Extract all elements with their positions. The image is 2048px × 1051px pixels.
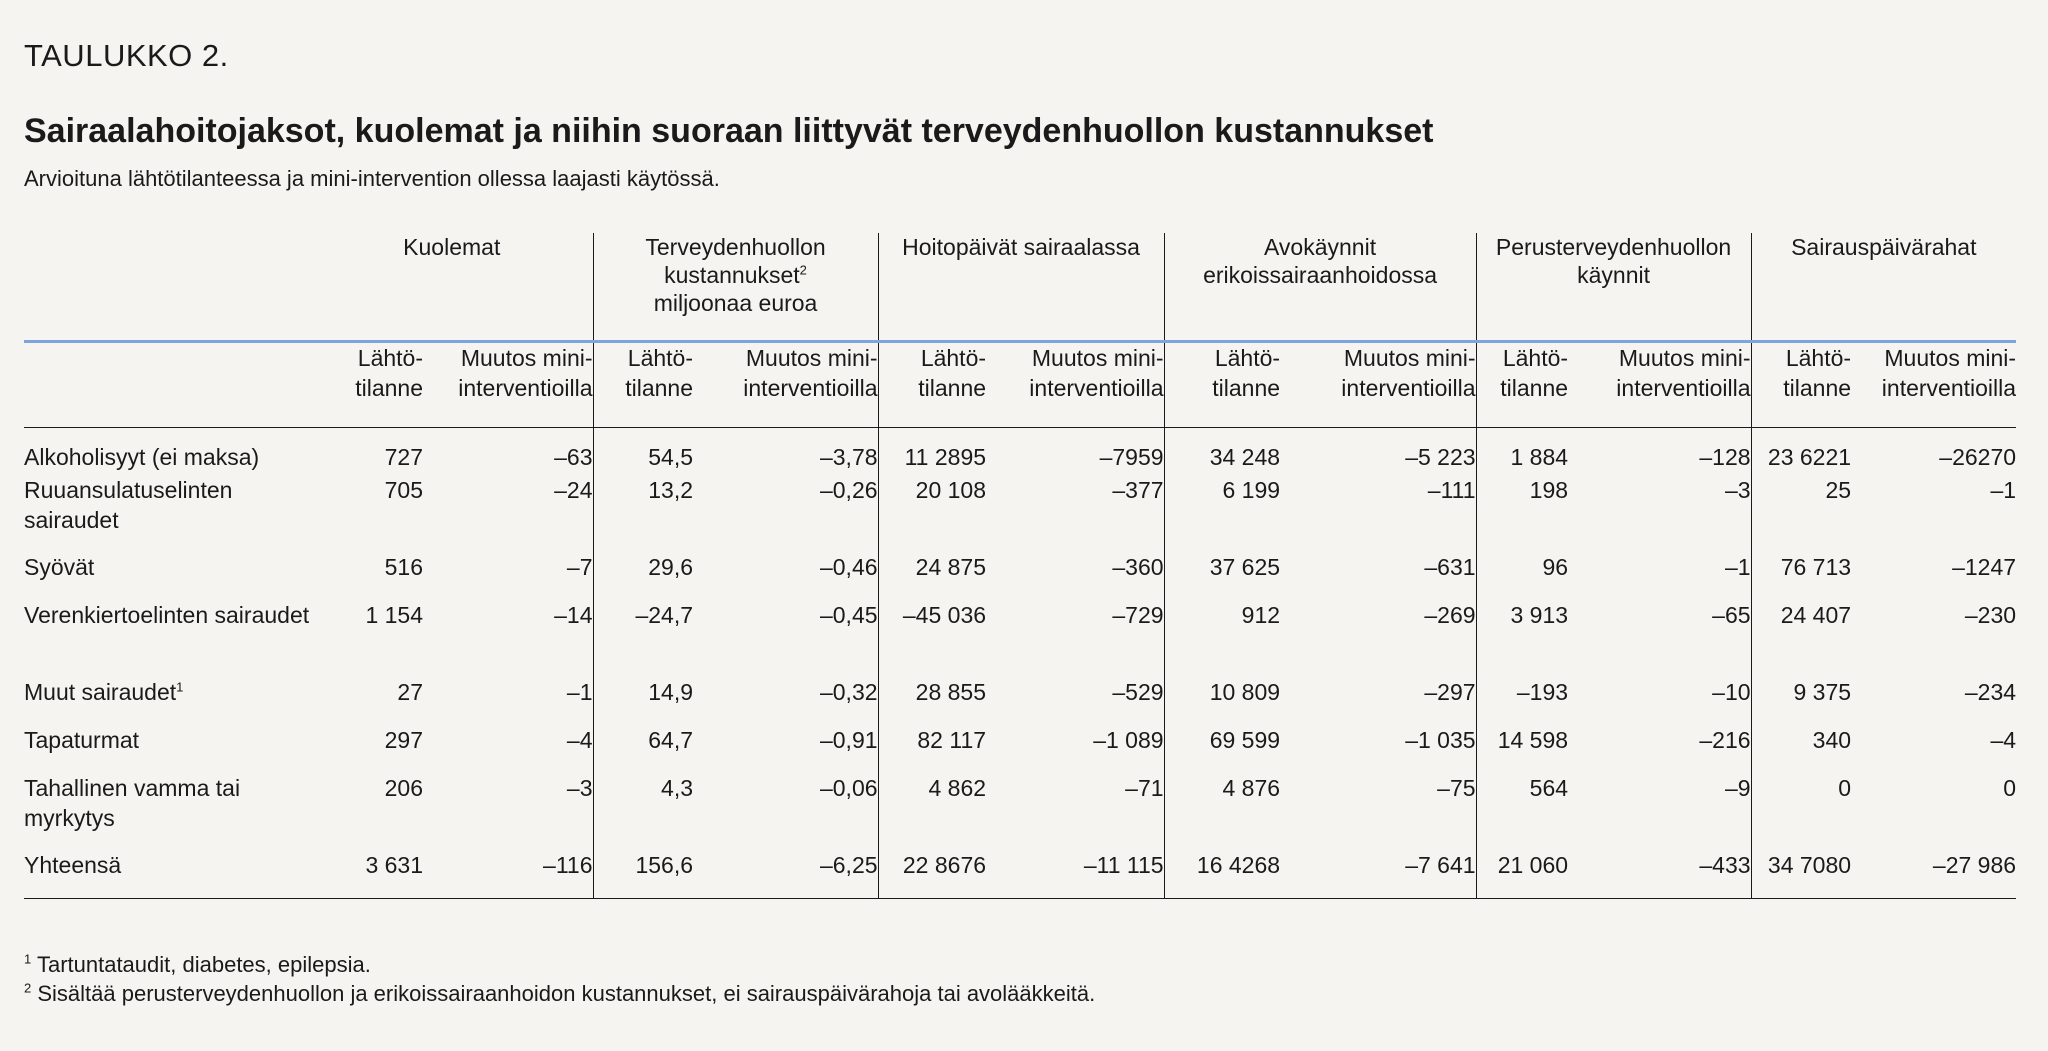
subheader-change: Muutos mini- interventioilla	[423, 341, 593, 427]
group-header: Perusterveydenhuollon käynnit	[1476, 233, 1751, 341]
baseline-value: 22 8676	[878, 850, 986, 898]
table-title: Sairaalahoitojaksot, kuolemat ja niihin suoraan liittyvät terveydenhuollon kustannukset	[24, 112, 1434, 150]
subheader-change: Muutos mini- interventioilla	[986, 341, 1164, 427]
baseline-value: 23 6221	[1751, 427, 1851, 475]
table-row	[24, 725, 2016, 773]
change-value: –111	[1427, 477, 1476, 503]
table-row	[24, 552, 2016, 600]
baseline-value: 4,3	[593, 773, 693, 850]
change-value: –269	[1424, 602, 1476, 628]
baseline-value: 4 862	[878, 773, 986, 850]
change-value: –4	[566, 727, 593, 753]
baseline-value: 76 713	[1751, 552, 1851, 600]
baseline-value: –45 036	[878, 600, 986, 677]
baseline-value: 6 199	[1164, 475, 1280, 552]
baseline-value: 64,7	[593, 725, 693, 773]
group-header: Terveydenhuollon kustannukset$^2$ miljoonaa euroa	[593, 233, 878, 341]
row-label: Tapaturmat	[24, 727, 140, 753]
table-row	[24, 427, 2016, 475]
table-row	[24, 677, 2016, 725]
subheader-baseline: Lähtö- tilanne	[311, 341, 423, 427]
baseline-value: 727	[384, 443, 423, 470]
change-value: –1 089	[1093, 727, 1164, 753]
change-value: –216	[1699, 727, 1751, 753]
change-value: –3	[566, 775, 593, 801]
group-header: Avokäynnit erikoissairaanhoidossa	[1164, 233, 1476, 341]
corner-cell	[24, 341, 311, 427]
change-value: –75	[1437, 775, 1476, 801]
change-value: –7959	[1099, 443, 1164, 470]
change-value: –529	[1112, 679, 1164, 705]
baseline-value: 16 4268	[1164, 850, 1280, 898]
subheader-change: Muutos mini- interventioilla	[693, 341, 878, 427]
baseline-value: 198	[1476, 475, 1568, 552]
row-label: Syövät	[24, 554, 95, 580]
change-value: –3	[1724, 477, 1751, 503]
row-label: Alkoholisyyt (ei maksa)	[24, 443, 260, 470]
subheader-change: Muutos mini- interventioilla	[1851, 341, 2016, 427]
baseline-value: 29,6	[593, 552, 693, 600]
corner-cell	[24, 233, 311, 341]
change-value: –360	[1112, 554, 1164, 580]
change-value: –1247	[1952, 554, 2017, 580]
table-row	[24, 850, 2016, 898]
footnote: $^2$ Sisältää perusterveydenhuollon ja erikoissairaanhoidon kustannukset, ei sairauspäivärahoja tai avolääkkeitä.	[24, 980, 1096, 1006]
change-value: –234	[1964, 679, 2017, 705]
baseline-value: 82 117	[878, 725, 986, 773]
baseline-value: 14,9	[593, 677, 693, 725]
table-row	[24, 600, 2016, 677]
baseline-value: 14 598	[1476, 725, 1568, 773]
change-value: –0,45	[819, 602, 878, 628]
change-value: –6,25	[693, 850, 878, 898]
baseline-value: 11 2895	[878, 427, 986, 475]
baseline-value: 3 913	[1476, 600, 1568, 677]
change-value: –24	[554, 477, 593, 503]
change-value: 0	[2003, 775, 2017, 801]
baseline-value: 1 884	[1476, 427, 1568, 475]
change-value: –71	[1125, 775, 1164, 801]
baseline-value: 21 060	[1476, 850, 1568, 898]
baseline-value: 54,5	[593, 427, 693, 475]
change-value: –7	[566, 554, 593, 580]
subheader-baseline: Lähtö- tilanne	[1476, 341, 1568, 427]
subheader-baseline: Lähtö- tilanne	[878, 341, 986, 427]
baseline-value: 24 407	[1751, 600, 1851, 677]
baseline-value: 96	[1476, 552, 1568, 600]
group-header-row	[24, 233, 2016, 341]
change-value: –14	[554, 602, 593, 628]
row-label: Muut sairaudet$^1$	[24, 679, 184, 705]
change-value: –11 115	[986, 850, 1164, 898]
row-label: Yhteensä	[24, 850, 311, 898]
change-value: –0,26	[819, 477, 878, 503]
change-value: –0,32	[819, 679, 878, 705]
baseline-value: –24,7	[593, 600, 693, 677]
change-value: –5 223	[1405, 443, 1476, 470]
change-value: –1	[1990, 477, 2017, 503]
baseline-value: 28 855	[878, 677, 986, 725]
table-row	[24, 773, 2016, 850]
change-value: –9	[1724, 775, 1751, 801]
change-value: –128	[1699, 443, 1751, 470]
table-subtitle: Arvioituna lähtötilanteessa ja mini-intervention ollessa laajasti käytössä.	[24, 166, 720, 191]
change-value: –27 986	[1851, 850, 2016, 898]
change-value: –631	[1424, 554, 1476, 580]
baseline-value: 1 154	[365, 602, 423, 628]
group-header: Kuolemat	[403, 234, 501, 260]
change-value: –7 641	[1280, 850, 1476, 898]
change-value: –0,46	[819, 554, 878, 580]
baseline-value: 27	[397, 679, 423, 705]
footnote: $^1$ Tartuntataudit, diabetes, epilepsia.	[24, 951, 371, 977]
data-table	[24, 233, 2016, 899]
change-value: –1	[566, 679, 593, 705]
change-value: –10	[1712, 679, 1751, 705]
baseline-value: 206	[384, 775, 423, 801]
change-value: –377	[1112, 477, 1164, 503]
change-value: –230	[1964, 602, 2017, 628]
baseline-value: 297	[384, 727, 423, 753]
baseline-value: 156,6	[593, 850, 693, 898]
baseline-value: 34 7080	[1751, 850, 1851, 898]
change-value: –26270	[1939, 443, 2017, 470]
table-row	[24, 475, 2016, 552]
subheader-row	[24, 341, 2016, 427]
change-value: –3,78	[819, 443, 878, 470]
change-value: –0,91	[819, 727, 878, 753]
change-value: –116	[423, 850, 593, 898]
baseline-value: 69 599	[1164, 725, 1280, 773]
row-label: Tahallinen vamma tai myrkytys	[24, 775, 241, 831]
baseline-value: 0	[1751, 773, 1851, 850]
subheader-change: Muutos mini- interventioilla	[1280, 341, 1476, 427]
change-value: –63	[554, 443, 593, 470]
baseline-value: 13,2	[593, 475, 693, 552]
subheader-baseline: Lähtö- tilanne	[1751, 341, 1851, 427]
baseline-value: 912	[1164, 600, 1280, 677]
change-value: –65	[1712, 602, 1751, 628]
baseline-value: –193	[1476, 677, 1568, 725]
baseline-value: 564	[1476, 773, 1568, 850]
change-value: –4	[1990, 727, 2017, 753]
baseline-value: 24 875	[878, 552, 986, 600]
table-body	[24, 427, 2016, 898]
baseline-value: 9 375	[1751, 677, 1851, 725]
baseline-value: 3 631	[311, 850, 423, 898]
row-label: Verenkiertoelinten sairaudet	[24, 602, 310, 628]
baseline-value: 340	[1751, 725, 1851, 773]
subheader-change: Muutos mini- interventioilla	[1568, 341, 1751, 427]
change-value: –0,06	[819, 775, 878, 801]
baseline-value: 10 809	[1164, 677, 1280, 725]
baseline-value: 705	[384, 477, 423, 503]
baseline-value: 4 876	[1164, 773, 1280, 850]
subheader-baseline: Lähtö- tilanne	[1164, 341, 1280, 427]
baseline-value: 25	[1751, 475, 1851, 552]
row-label: Ruuansulatuselinten sairaudet	[24, 477, 233, 533]
change-value: –1 035	[1405, 727, 1476, 753]
change-value: –729	[1112, 602, 1164, 628]
table-number: TAULUKKO 2.	[24, 38, 229, 73]
change-value: –1	[1724, 554, 1751, 580]
baseline-value: 20 108	[878, 475, 986, 552]
group-header: Hoitopäivät sairaalassa	[878, 233, 1164, 341]
change-value: –433	[1568, 850, 1751, 898]
baseline-value: 516	[384, 554, 423, 580]
baseline-value: 37 625	[1164, 552, 1280, 600]
baseline-value: 34 248	[1164, 427, 1280, 475]
change-value: –297	[1424, 679, 1476, 705]
footnotes	[24, 950, 1095, 1008]
subheader-baseline: Lähtö- tilanne	[593, 341, 693, 427]
group-header: Sairauspäivärahat	[1751, 233, 2016, 341]
